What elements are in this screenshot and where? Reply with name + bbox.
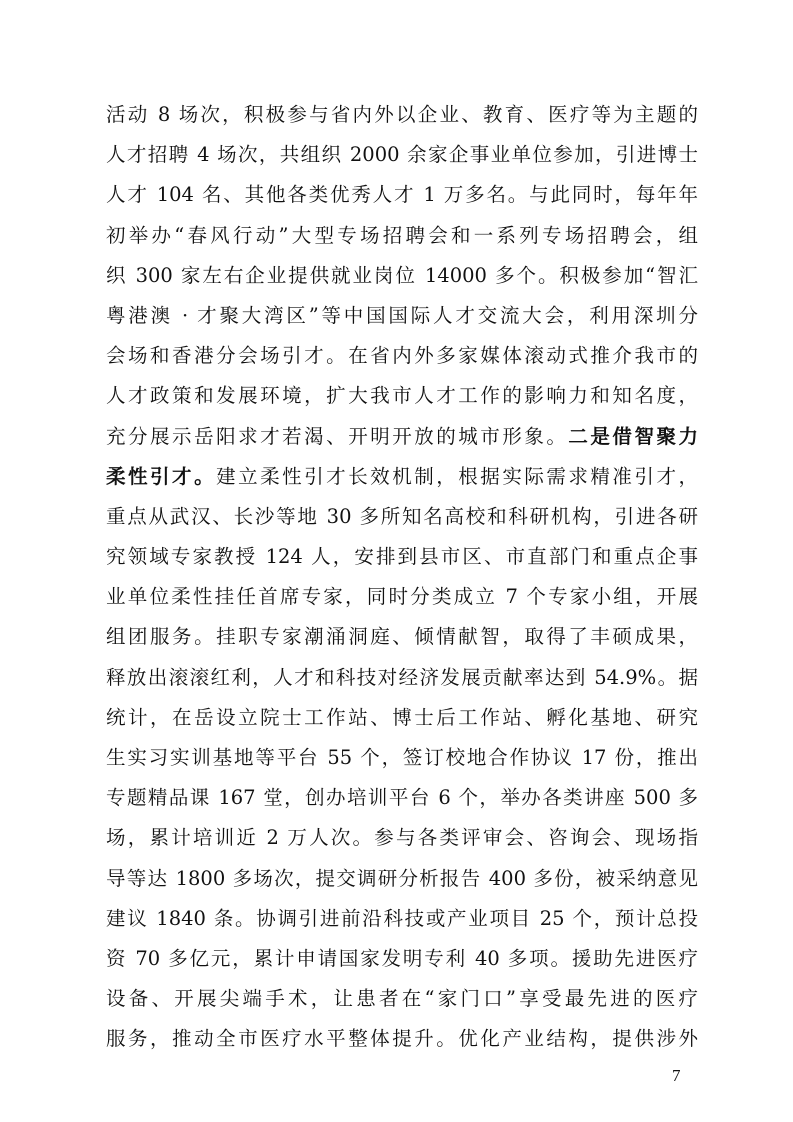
text-line: 生实习实训基地等平台 55 个，签订校地合作协议 17 份，推出 xyxy=(106,746,698,769)
text-line: 人才政策和发展环境，扩大我市人才工作的影响力和知名度， xyxy=(106,384,698,408)
bold-heading: 二是借智聚力 xyxy=(568,424,698,448)
text-line: 统计，在岳设立院士工作站、博士后工作站、孵化基地、研究 xyxy=(106,705,698,729)
text-line: 释放出滚滚红利，人才和科技对经济发展贡献率达到 54.9%。据 xyxy=(106,665,698,689)
text-line: 资 70 多亿元，累计申请国家发明专利 40 多项。援助先进医疗 xyxy=(106,946,698,970)
text-line: 粤港澳 · 才聚大湾区”等中国国际人才交流大会，利用深圳分 xyxy=(106,303,698,327)
page-number: 7 xyxy=(672,1066,681,1085)
text-line: 柔性引才。建立柔性引才长效机制，根据实际需求精准引才， xyxy=(106,464,698,488)
text-line: 建议 1840 条。协调引进前沿科技或产业项目 25 个，预计总投 xyxy=(106,906,698,930)
body-text xyxy=(106,95,698,1060)
text-line: 人才 104 名、其他各类优秀人才 1 万多名。与此同时，每年年 xyxy=(106,183,698,207)
text-line: 场，累计培训近 2 万人次。参与各类评审会、咨询会、现场指 xyxy=(106,826,698,850)
text-line: 活动 8 场次，积极参与省内外以企业、教育、医疗等为主题的 xyxy=(106,103,698,126)
text-line: 服务，推动全市医疗水平整体提升。优化产业结构，提供涉外 xyxy=(106,1027,698,1051)
text-line: 充分展示岳阳求才若渴、开明开放的城市形象。二是借智聚力 xyxy=(106,424,698,448)
text-line: 导等达 1800 多场次，提交调研分析报告 400 多份，被采纳意见 xyxy=(106,866,698,890)
text-line: 织 300 家左右企业提供就业岗位 14000 多个。积极参加“智汇 xyxy=(106,263,698,287)
text-line: 人才招聘 4 场次，共组织 2000 余家企事业单位参加，引进博士 xyxy=(106,143,698,167)
text-line: 重点从武汉、长沙等地 30 多所知名高校和科研机构，引进各研 xyxy=(106,504,698,528)
text-line: 专题精品课 167 堂，创办培训平台 6 个，举办各类讲座 500 多 xyxy=(106,786,698,810)
text-line: 会场和香港分会场引才。在省内外多家媒体滚动式推介我市的 xyxy=(106,344,698,368)
text-line: 业单位柔性挂任首席专家，同时分类成立 7 个专家小组，开展 xyxy=(106,585,698,609)
text-line: 设备、开展尖端手术，让患者在“家门口”享受最先进的医疗 xyxy=(106,987,698,1011)
bold-heading: 柔性引才。 xyxy=(106,464,217,488)
text-line: 初举办“春风行动”大型专场招聘会和一系列专场招聘会，组 xyxy=(106,223,698,247)
text-line: 究领域专家教授 124 人，安排到县市区、市直部门和重点企事 xyxy=(106,545,698,569)
text-line: 组团服务。挂职专家潮涌洞庭、倾情献智，取得了丰硕成果， xyxy=(106,625,698,649)
